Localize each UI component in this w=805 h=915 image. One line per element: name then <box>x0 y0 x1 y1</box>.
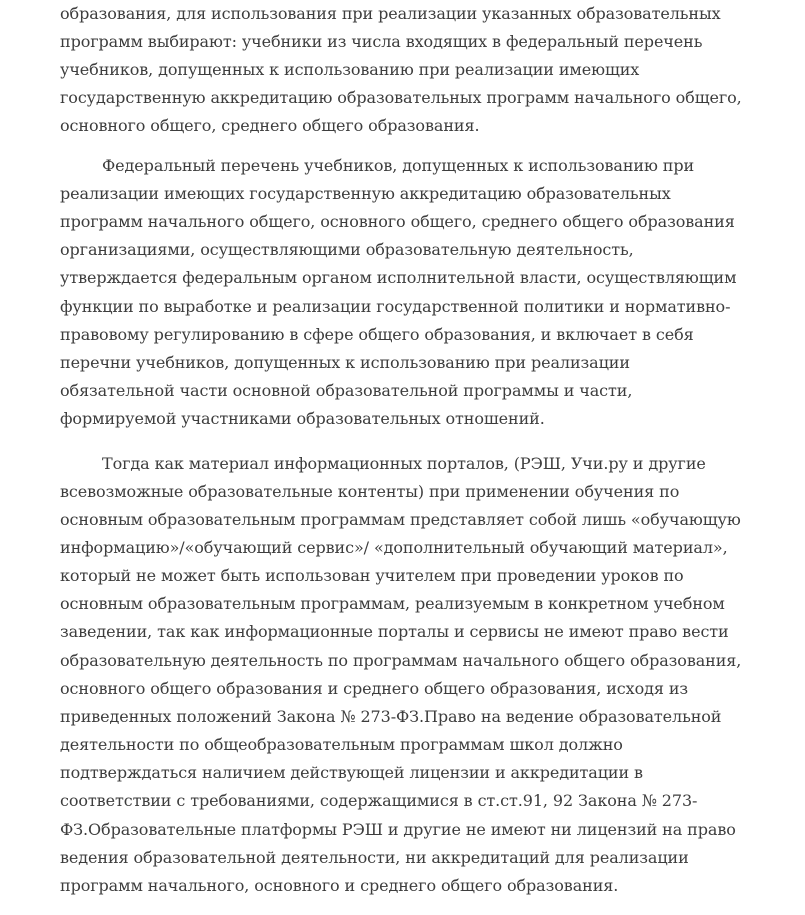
text-line: правовому регулированию в сфере общего образования, и включает в себя <box>60 325 694 344</box>
text-line: подтверждаться наличием действующей лицензии и аккредитации в <box>60 763 643 782</box>
text-line: программ начального, основного и среднего общего образования. <box>60 876 619 895</box>
text-line: перечни учебников, допущенных к использованию при реализации <box>60 353 630 372</box>
text-line: деятельности по общеобразовательным программам школ должно <box>60 735 623 754</box>
text-line: основного общего, среднего общего образования. <box>60 116 480 135</box>
text-line: формируемой участниками образовательных отношений. <box>60 409 545 428</box>
text-line: основного общего образования и среднего общего образования, исходя из <box>60 679 689 698</box>
text-line: ФЗ.Образовательные платформы РЭШ и другие не имеют ни лицензий на право <box>60 820 736 839</box>
text-line: заведении, так как информационные порталы и сервисы не имеют право вести <box>60 622 729 641</box>
text-line: обязательной части основной образовательной программы и части, <box>60 381 633 400</box>
text-line: учебников, допущенных к использованию при реализации имеющих <box>60 60 640 79</box>
text-line: образовательную деятельность по программам начального общего образования, <box>60 651 742 670</box>
text-line: который не может быть использован учителем при проведении уроков по <box>60 566 684 585</box>
text-line: государственную аккредитацию образовательных программ начального общего, <box>60 88 742 107</box>
text-line: информацию»/«обучающий сервис»/ «дополнительный обучающий материал», <box>60 538 728 557</box>
text-line: ведения образовательной деятельности, ни аккредитаций для реализации <box>60 848 689 867</box>
text-line: реализации имеющих государственную аккредитацию образовательных <box>60 184 671 203</box>
text-line: образования, для использования при реализации указанных образовательных <box>60 4 721 23</box>
text-line: Федеральный перечень учебников, допущенных к использованию при <box>102 156 695 175</box>
text-line: всевозможные образовательные контенты) при применении обучения по <box>60 482 680 501</box>
text-line: утверждается федеральным органом исполнительной власти, осуществляющим <box>60 268 737 287</box>
text-line: основным образовательным программам представляет собой лишь «обучающую <box>60 510 741 529</box>
text-line: программ выбирают: учебники из числа входящих в федеральный перечень <box>60 32 703 51</box>
text-line: соответствии с требованиями, содержащимися в ст.ст.91, 92 Закона № 273- <box>60 791 698 810</box>
text-line: программ начального общего, основного общего, среднего общего образования <box>60 212 735 231</box>
text-line: функции по выработке и реализации государственной политики и нормативно- <box>60 297 731 316</box>
text-line: Тогда как материал информационных порталов, (РЭШ, Учи.ру и другие <box>102 454 706 473</box>
text-line: организациями, осуществляющими образовательную деятельность, <box>60 240 634 259</box>
text-line: основным образовательным программам, реализуемым в конкретном учебном <box>60 594 725 613</box>
text-line: приведенных положений Закона № 273-ФЗ.Право на ведение образовательной <box>60 707 722 726</box>
